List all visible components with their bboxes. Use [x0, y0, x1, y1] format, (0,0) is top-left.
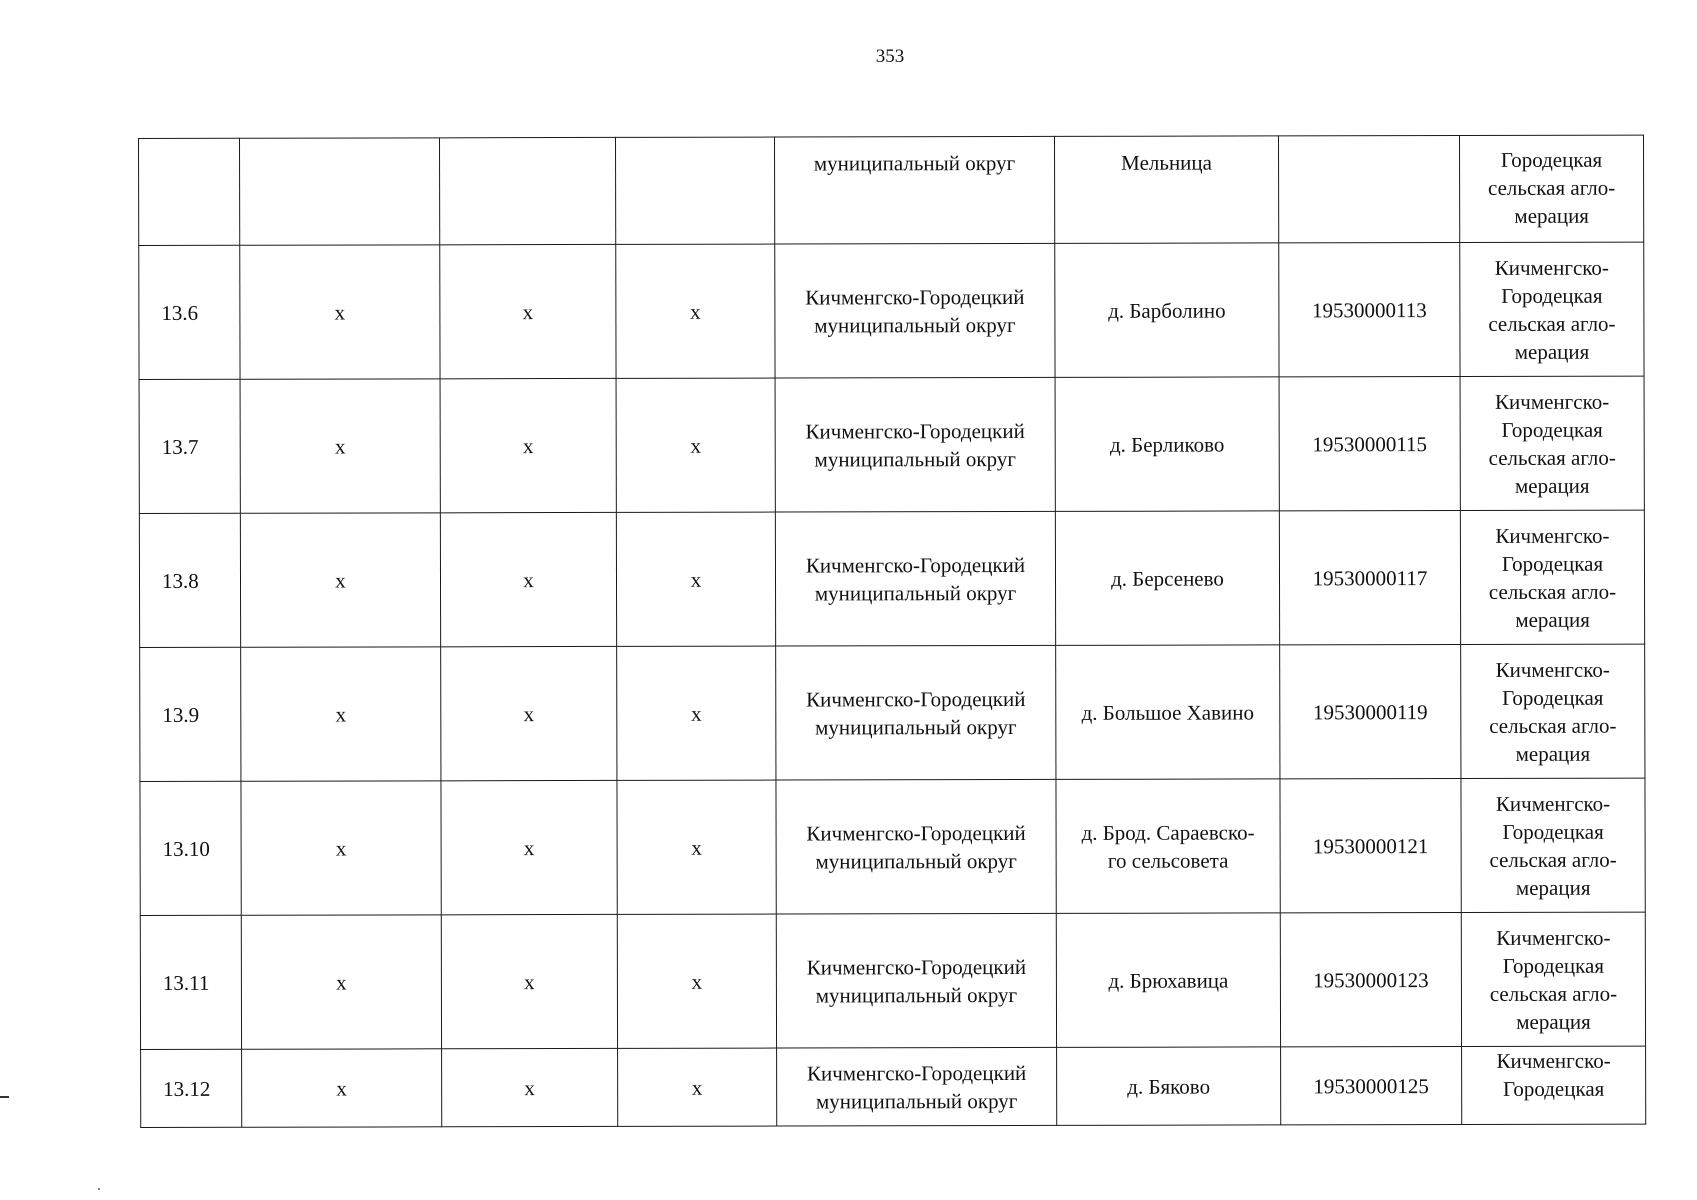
district-cell-line: Кичменгско-Городецкий [806, 1060, 1027, 1085]
agglomeration-line: мерация [1515, 741, 1591, 766]
mark-cell-3: x [441, 646, 617, 780]
settlements-table [138, 135, 1646, 1128]
agglomeration-line: Городецкая [1502, 1076, 1605, 1101]
code-cell: 19530000123 [1280, 912, 1461, 1046]
district-cell-line: муниципальный округ [815, 714, 1017, 739]
row-number-cell: 13.6 [139, 245, 240, 379]
table-row [140, 912, 1645, 1049]
agglomeration-line: Кичменгско- [1495, 791, 1611, 816]
locality-cell [1054, 136, 1278, 244]
agglomeration-cell [1461, 778, 1645, 912]
district-cell-line: муниципальный округ [815, 1088, 1018, 1113]
district-cell-line: Кичменгско-Городецкий [806, 954, 1027, 979]
district-cell [774, 136, 1054, 244]
district-cell-line: Кичменгско-Городецкий [805, 552, 1026, 577]
mark-cell-3: x [441, 780, 617, 914]
agglomeration-line: Кичменгско- [1494, 255, 1609, 280]
agglomeration-line: сельская агло- [1489, 847, 1617, 872]
mark-cell-4: x [616, 378, 775, 512]
mark-cell-3: x [440, 244, 616, 378]
district-cell-line: муниципальный округ [814, 312, 1016, 337]
agglomeration-cell [1459, 135, 1643, 242]
agglomeration-line: сельская агло- [1488, 579, 1617, 604]
agglomeration-cell [1461, 912, 1645, 1046]
code-cell [1278, 136, 1459, 243]
district-cell [777, 1047, 1057, 1126]
locality-cell [1057, 1047, 1281, 1126]
district-cell-line: муниципальный округ [813, 151, 1016, 176]
mark-cell-4: x [617, 646, 776, 780]
locality-cell [1056, 645, 1280, 780]
row-number-cell: 13.9 [140, 647, 241, 781]
district-cell [775, 511, 1055, 646]
mark-cell-2: x [240, 379, 440, 513]
code-cell: 19530000117 [1279, 511, 1460, 645]
locality-cell-line: Мельница [1121, 150, 1212, 175]
agglomeration-cell [1462, 1046, 1646, 1124]
mark-cell-3: x [441, 914, 617, 1048]
agglomeration-line: Кичменгско- [1495, 523, 1610, 548]
agglomeration-line: мерация [1515, 607, 1590, 632]
mark-cell-2: x [240, 513, 440, 647]
mark-cell-2 [240, 138, 440, 245]
locality-cell [1055, 511, 1279, 646]
locality-cell-line: д. Барболино [1108, 298, 1226, 323]
locality-cell [1056, 779, 1280, 914]
agglomeration-cell [1461, 644, 1645, 778]
agglomeration-line: мерация [1514, 339, 1590, 364]
row-number-cell: 13.8 [139, 513, 240, 647]
locality-cell-line: д. Бяково [1127, 1074, 1211, 1099]
mark-cell-4 [615, 137, 774, 244]
margin-mark [0, 1096, 9, 1098]
scan-speck [98, 1188, 100, 1190]
agglomeration-line: Кичменгско- [1496, 1048, 1611, 1073]
locality-cell-line: д. Брод. Сараевско- [1081, 819, 1255, 845]
locality-cell [1056, 913, 1280, 1048]
code-cell: 19530000121 [1280, 778, 1461, 912]
row-number-cell: 13.7 [139, 379, 240, 513]
agglomeration-cell [1460, 376, 1644, 510]
agglomeration-line: Городецкая [1502, 685, 1604, 710]
district-cell-line: Кичменгско-Городецкий [806, 820, 1026, 845]
agglomeration-line: Городецкая [1500, 147, 1603, 172]
district-cell-line: Кичменгско-Городецкий [805, 418, 1025, 443]
agglomeration-line: сельская агло- [1487, 175, 1616, 200]
locality-cell-line: д. Большое Хавино [1081, 699, 1255, 725]
district-cell [775, 243, 1055, 378]
table-row [140, 778, 1645, 915]
mark-cell-2: x [242, 1049, 442, 1127]
district-cell-line: муниципальный округ [814, 446, 1016, 471]
agglomeration-line: Кичменгско- [1496, 925, 1611, 950]
district-cell-line: муниципальный округ [814, 580, 1017, 605]
agglomeration-line: мерация [1514, 473, 1590, 498]
mark-cell-4: x [616, 244, 775, 378]
district-cell-line: муниципальный округ [815, 848, 1017, 873]
agglomeration-line: Кичменгско- [1495, 657, 1610, 682]
agglomeration-line: Кичменгско- [1494, 389, 1610, 414]
agglomeration-line: Городецкая [1502, 953, 1605, 978]
row-number-cell [139, 138, 240, 245]
table-row [139, 242, 1644, 379]
mark-cell-2: x [241, 647, 441, 781]
agglomeration-line: Городецкая [1501, 551, 1604, 576]
code-cell: 19530000115 [1279, 377, 1460, 511]
district-cell [775, 377, 1055, 512]
mark-cell-3: x [442, 1048, 618, 1126]
table-body [139, 135, 1646, 1127]
code-cell: 19530000113 [1279, 243, 1460, 377]
row-number-cell: 13.10 [140, 781, 241, 915]
agglomeration-line: Городецкая [1501, 283, 1603, 308]
agglomeration-line: сельская агло- [1488, 445, 1616, 470]
district-cell-line: Кичменгско-Городецкий [806, 686, 1026, 711]
agglomeration-line: сельская агло- [1488, 311, 1616, 336]
table-row [141, 1046, 1646, 1127]
agglomeration-line: мерация [1516, 1009, 1591, 1034]
agglomeration-line: Городецкая [1501, 417, 1603, 442]
page-number: 353 [875, 46, 905, 67]
district-cell-line: муниципальный округ [815, 982, 1018, 1007]
locality-cell-line: го сельсовета [1107, 848, 1229, 873]
locality-cell-line: д. Берсенево [1111, 566, 1224, 591]
mark-cell-4: x [616, 512, 775, 646]
table-row [139, 135, 1644, 245]
locality-cell [1055, 243, 1279, 378]
mark-cell-2: x [240, 245, 440, 379]
mark-cell-3: x [440, 512, 616, 646]
mark-cell-3 [440, 137, 616, 244]
table-row [140, 644, 1645, 781]
locality-cell-line: д. Берликово [1109, 432, 1225, 457]
district-cell [776, 913, 1056, 1048]
table-row [139, 376, 1644, 513]
agglomeration-cell [1460, 242, 1644, 376]
agglomeration-line: мерация [1514, 203, 1589, 228]
mark-cell-4: x [618, 1048, 777, 1126]
district-cell [776, 779, 1056, 914]
agglomeration-line: Городецкая [1502, 819, 1604, 844]
mark-cell-4: x [617, 914, 776, 1048]
table-row [139, 510, 1644, 647]
mark-cell-4: x [617, 780, 776, 914]
agglomeration-line: сельская агло- [1489, 713, 1617, 738]
code-cell: 19530000119 [1280, 645, 1461, 779]
mark-cell-2: x [241, 781, 441, 915]
code-cell: 19530000125 [1281, 1046, 1462, 1124]
row-number-cell: 13.11 [140, 915, 241, 1049]
agglomeration-cell [1460, 510, 1644, 644]
locality-cell-line: д. Брюхавица [1108, 968, 1229, 993]
district-cell-line: Кичменгско-Городецкий [805, 284, 1025, 309]
agglomeration-line: сельская агло- [1489, 981, 1618, 1006]
agglomeration-line: мерация [1515, 875, 1591, 900]
row-number-cell: 13.12 [141, 1049, 242, 1127]
mark-cell-2: x [241, 915, 441, 1049]
district-cell [776, 645, 1056, 780]
mark-cell-3: x [440, 378, 616, 512]
locality-cell [1055, 377, 1279, 512]
